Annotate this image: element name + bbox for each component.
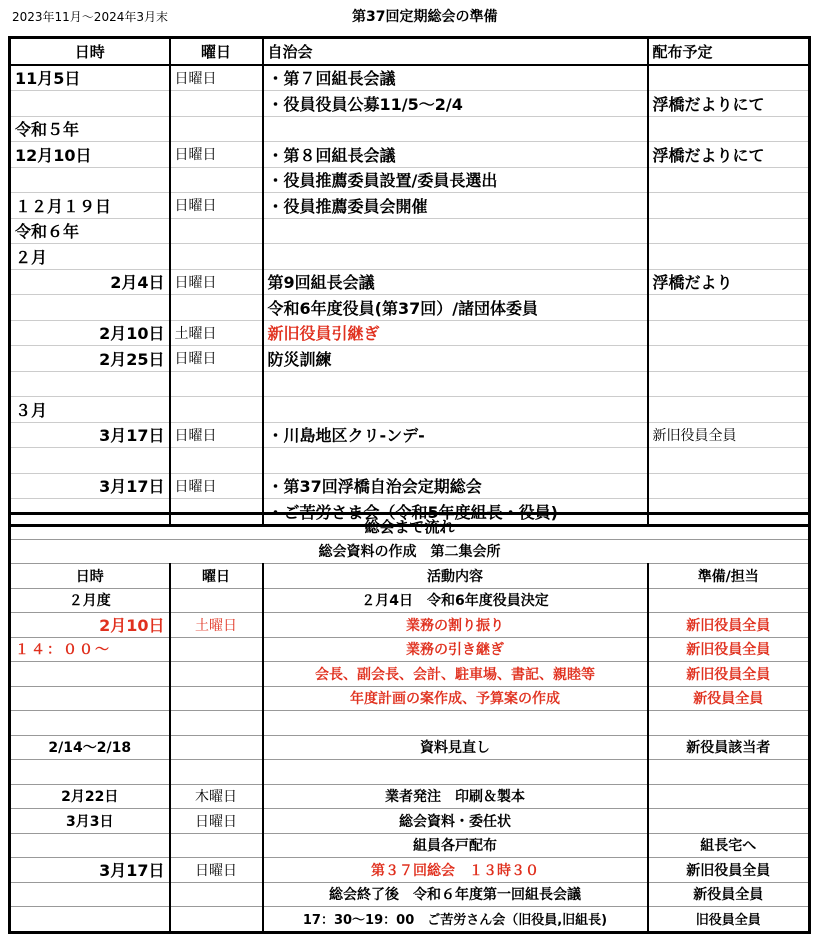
schedule-dist-cell	[648, 473, 810, 499]
schedule-header-row	[10, 38, 810, 65]
schedule-event-cell: 新旧役員引継ぎ	[263, 320, 648, 346]
flow-row	[10, 784, 810, 809]
schedule-row	[10, 193, 810, 219]
schedule-event-cell: ・第37回浮橋自治会定期総会	[263, 473, 648, 499]
flow-row	[10, 882, 810, 907]
flow-title: 総会まで流れ	[10, 514, 810, 540]
schedule-date-cell: 3月17日	[10, 422, 170, 448]
schedule-event-cell: ・役員役員公募11/5〜2/4	[263, 91, 648, 117]
flow-col-date: 日時	[10, 564, 170, 589]
schedule-row	[10, 397, 810, 423]
schedule-dow-cell: 日曜日	[170, 142, 263, 168]
flow-date-cell: ２月度	[10, 588, 170, 613]
flow-row	[10, 711, 810, 736]
schedule-dow-cell	[170, 448, 263, 474]
schedule-date-cell	[10, 448, 170, 474]
schedule-dist-cell	[648, 193, 810, 219]
flow-row	[10, 588, 810, 613]
col-header-event: 自治会	[263, 38, 648, 65]
schedule-event-cell: 第9回組長会議	[263, 269, 648, 295]
flow-owner-cell: 組長宅へ	[648, 833, 810, 858]
flow-col-activity: 活動内容	[263, 564, 648, 589]
schedule-dow-cell: 日曜日	[170, 346, 263, 372]
flow-date-cell	[10, 711, 170, 736]
schedule-dist-cell	[648, 346, 810, 372]
schedule-dist-cell	[648, 218, 810, 244]
schedule-date-cell: 12月10日	[10, 142, 170, 168]
schedule-row	[10, 473, 810, 499]
schedule-dow-cell: 日曜日	[170, 269, 263, 295]
flow-activity-cell: 会長、副会長、会計、駐車場、書記、親睦等	[263, 662, 648, 687]
schedule-row	[10, 269, 810, 295]
flow-col-owner: 準備/担当	[648, 564, 810, 589]
schedule-row	[10, 346, 810, 372]
flow-dow-cell	[170, 662, 263, 687]
schedule-event-cell	[263, 371, 648, 397]
schedule-date-cell: 11月5日	[10, 65, 170, 91]
flow-row	[10, 735, 810, 760]
schedule-event-cell: ・第８回組長会議	[263, 142, 648, 168]
flow-dow-cell: 日曜日	[170, 809, 263, 834]
flow-activity-cell: 組員各戸配布	[263, 833, 648, 858]
schedule-dow-cell	[170, 218, 263, 244]
flow-owner-cell: 新旧役員全員	[648, 637, 810, 662]
flow-owner-cell: 新旧役員全員	[648, 613, 810, 638]
schedule-dow-cell	[170, 371, 263, 397]
schedule-row	[10, 91, 810, 117]
flow-date-cell: 2/14〜2/18	[10, 735, 170, 760]
schedule-event-cell: ・ご苦労さま会（令和5年度組長・役員)	[263, 499, 648, 526]
flow-dow-cell: 土曜日	[170, 613, 263, 638]
schedule-date-cell: 令和５年	[10, 116, 170, 142]
flow-activity-cell: 年度計画の案作成、予算案の作成	[263, 686, 648, 711]
flow-owner-cell	[648, 809, 810, 834]
schedule-dist-cell	[648, 167, 810, 193]
schedule-event-cell	[263, 397, 648, 423]
schedule-event-cell	[263, 448, 648, 474]
schedule-event-cell: ・川島地区クリ-ンデ-	[263, 422, 648, 448]
flow-date-cell: １４：００〜	[10, 637, 170, 662]
schedule-date-cell: ２月	[10, 244, 170, 270]
flow-owner-cell	[648, 711, 810, 736]
schedule-date-cell: 3月17日	[10, 473, 170, 499]
flow-table	[8, 512, 811, 934]
schedule-row	[10, 320, 810, 346]
flow-dow-cell	[170, 686, 263, 711]
schedule-dow-cell: 土曜日	[170, 320, 263, 346]
flow-date-cell	[10, 760, 170, 785]
flow-activity-cell: 総会終了後 令和６年度第一回組長会議	[263, 882, 648, 907]
schedule-dow-cell: 日曜日	[170, 65, 263, 91]
schedule-row	[10, 422, 810, 448]
schedule-event-cell: ・役員推薦委員設置/委員長選出	[263, 167, 648, 193]
schedule-date-cell: １２月１９日	[10, 193, 170, 219]
flow-dow-cell	[170, 735, 263, 760]
schedule-date-cell	[10, 167, 170, 193]
schedule-event-cell	[263, 218, 648, 244]
schedule-date-cell	[10, 91, 170, 117]
schedule-row	[10, 65, 810, 91]
schedule-dist-cell: 浮橋だよりにて	[648, 142, 810, 168]
schedule-date-cell: 2月4日	[10, 269, 170, 295]
flow-owner-cell	[648, 588, 810, 613]
flow-row	[10, 613, 810, 638]
schedule-event-cell: 令和6年度役員(第37回）/諸団体委員	[263, 295, 648, 321]
flow-activity-cell: 第３７回総会 １３時３０	[263, 858, 648, 883]
flow-owner-cell: 新役員該当者	[648, 735, 810, 760]
flow-activity-cell: 資料見直し	[263, 735, 648, 760]
schedule-dow-cell	[170, 167, 263, 193]
schedule-dow-cell	[170, 397, 263, 423]
flow-dow-cell	[170, 882, 263, 907]
schedule-dist-cell: 新旧役員全員	[648, 422, 810, 448]
flow-activity-cell	[263, 760, 648, 785]
flow-activity-cell: 17：30〜19：00 ご苦労さん会（旧役員,旧組長)	[263, 907, 648, 933]
flow-date-cell	[10, 907, 170, 933]
flow-date-cell: 3月3日	[10, 809, 170, 834]
schedule-dist-cell	[648, 244, 810, 270]
schedule-row	[10, 244, 810, 270]
schedule-event-cell: ・第７回組長会議	[263, 65, 648, 91]
flow-activity-cell: 総会資料・委任状	[263, 809, 648, 834]
flow-dow-cell	[170, 711, 263, 736]
flow-owner-cell: 新役員全員	[648, 686, 810, 711]
schedule-dist-cell	[648, 448, 810, 474]
schedule-row	[10, 218, 810, 244]
schedule-dist-cell	[648, 371, 810, 397]
schedule-row	[10, 142, 810, 168]
schedule-dist-cell	[648, 116, 810, 142]
schedule-row	[10, 116, 810, 142]
flow-dow-cell	[170, 907, 263, 933]
schedule-dist-cell	[648, 295, 810, 321]
schedule-dow-cell: 日曜日	[170, 422, 263, 448]
flow-dow-cell	[170, 637, 263, 662]
flow-owner-cell	[648, 760, 810, 785]
flow-row	[10, 760, 810, 785]
period-label: 2023年11月〜2024年3月末	[12, 10, 168, 24]
schedule-dist-cell	[648, 320, 810, 346]
col-header-date: 日時	[10, 38, 170, 65]
schedule-row	[10, 295, 810, 321]
flow-row	[10, 809, 810, 834]
schedule-event-cell: 防災訓練	[263, 346, 648, 372]
flow-dow-cell: 日曜日	[170, 858, 263, 883]
flow-owner-cell	[648, 784, 810, 809]
flow-owner-cell: 旧役員全員	[648, 907, 810, 933]
schedule-row	[10, 448, 810, 474]
flow-dow-cell	[170, 760, 263, 785]
flow-row	[10, 662, 810, 687]
schedule-dist-cell: 浮橋だより	[648, 269, 810, 295]
schedule-dist-cell	[648, 397, 810, 423]
schedule-dist-cell: 浮橋だよりにて	[648, 91, 810, 117]
schedule-event-cell: ・役員推薦委員会開催	[263, 193, 648, 219]
flow-date-cell: 3月17日	[10, 858, 170, 883]
schedule-date-cell	[10, 371, 170, 397]
schedule-date-cell: 2月25日	[10, 346, 170, 372]
flow-dow-cell	[170, 833, 263, 858]
flow-row	[10, 686, 810, 711]
flow-date-cell	[10, 662, 170, 687]
flow-activity-cell: ２月4日 令和6年度役員決定	[263, 588, 648, 613]
flow-date-cell	[10, 882, 170, 907]
schedule-dow-cell	[170, 244, 263, 270]
schedule-dist-cell	[648, 65, 810, 91]
flow-activity-cell: 業務の引き継ぎ	[263, 637, 648, 662]
flow-row	[10, 833, 810, 858]
flow-date-cell	[10, 686, 170, 711]
col-header-dist: 配布予定	[648, 38, 810, 65]
flow-activity-cell: 業務の割り振り	[263, 613, 648, 638]
flow-row	[10, 637, 810, 662]
flow-dow-cell	[170, 588, 263, 613]
flow-row	[10, 858, 810, 883]
schedule-table	[8, 36, 811, 527]
flow-dow-cell: 木曜日	[170, 784, 263, 809]
flow-row	[10, 907, 810, 933]
flow-date-cell: 2月22日	[10, 784, 170, 809]
flow-subtitle: 総会資料の作成 第二集会所	[10, 539, 810, 564]
flow-owner-cell: 新旧役員全員	[648, 858, 810, 883]
flow-activity-cell	[263, 711, 648, 736]
schedule-event-cell	[263, 244, 648, 270]
schedule-date-cell: 令和６年	[10, 218, 170, 244]
flow-date-cell	[10, 833, 170, 858]
schedule-event-cell	[263, 116, 648, 142]
flow-activity-cell: 業者発注 印刷＆製本	[263, 784, 648, 809]
schedule-date-cell	[10, 295, 170, 321]
schedule-date-cell: ３月	[10, 397, 170, 423]
schedule-dow-cell	[170, 295, 263, 321]
flow-date-cell: 2月10日	[10, 613, 170, 638]
schedule-row	[10, 167, 810, 193]
schedule-dow-cell	[170, 91, 263, 117]
col-header-dow: 曜日	[170, 38, 263, 65]
schedule-dow-cell: 日曜日	[170, 473, 263, 499]
schedule-date-cell: 2月10日	[10, 320, 170, 346]
flow-header-row	[10, 564, 810, 589]
schedule-dow-cell	[170, 116, 263, 142]
page-title: 第37回定期総会の準備	[352, 9, 498, 25]
schedule-row	[10, 371, 810, 397]
flow-owner-cell: 新役員全員	[648, 882, 810, 907]
flow-col-dow: 曜日	[170, 564, 263, 589]
flow-owner-cell: 新旧役員全員	[648, 662, 810, 687]
schedule-dow-cell: 日曜日	[170, 193, 263, 219]
